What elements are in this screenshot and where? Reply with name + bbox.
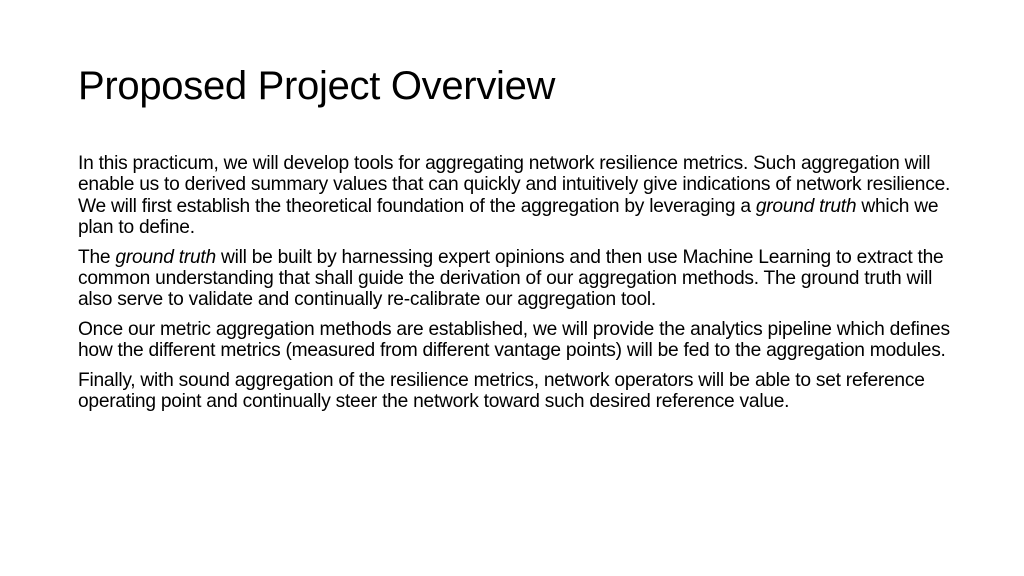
slide-body xyxy=(78,153,958,420)
paragraph-intro xyxy=(78,153,958,239)
paragraph-intro-emphasis: ground truth xyxy=(755,195,857,217)
paragraph-ground-truth-text: The xyxy=(78,246,116,268)
paragraph-ground-truth-text-end: will be built by harnessing expert opinions and then use Machine Learning to extract the common understanding that shall guide the derivation of our aggregation methods. The ground truth will also serve to validate and continually re-calibrate our aggregation tool. xyxy=(78,246,944,311)
paragraph-ground-truth-emphasis: ground truth xyxy=(115,246,216,268)
paragraph-intro-text-end: which we plan to define. xyxy=(78,195,939,239)
paragraph-conclusion: Finally, with sound aggregation of the resilience metrics, network operators will be able to set reference operating point and continually steer the network toward such desired reference value. xyxy=(78,369,925,413)
paragraph-ground-truth xyxy=(78,247,958,311)
paragraph-pipeline: Once our metric aggregation methods are established, we will provide the analytics pipeline which defines how the different metrics (measured from different vantage points) will be fed to the aggregation modules. xyxy=(78,318,950,362)
paragraph-intro-text: In this practicum, we will develop tools for aggregating network resilience metrics. Such aggregation will enable us to derived summary values that can quickly and intuitively give indications of network resilience. We will first establish the theoretical foundation of the aggregation by leveraging a xyxy=(78,153,951,217)
slide-title: Proposed Project Overview xyxy=(78,64,556,108)
